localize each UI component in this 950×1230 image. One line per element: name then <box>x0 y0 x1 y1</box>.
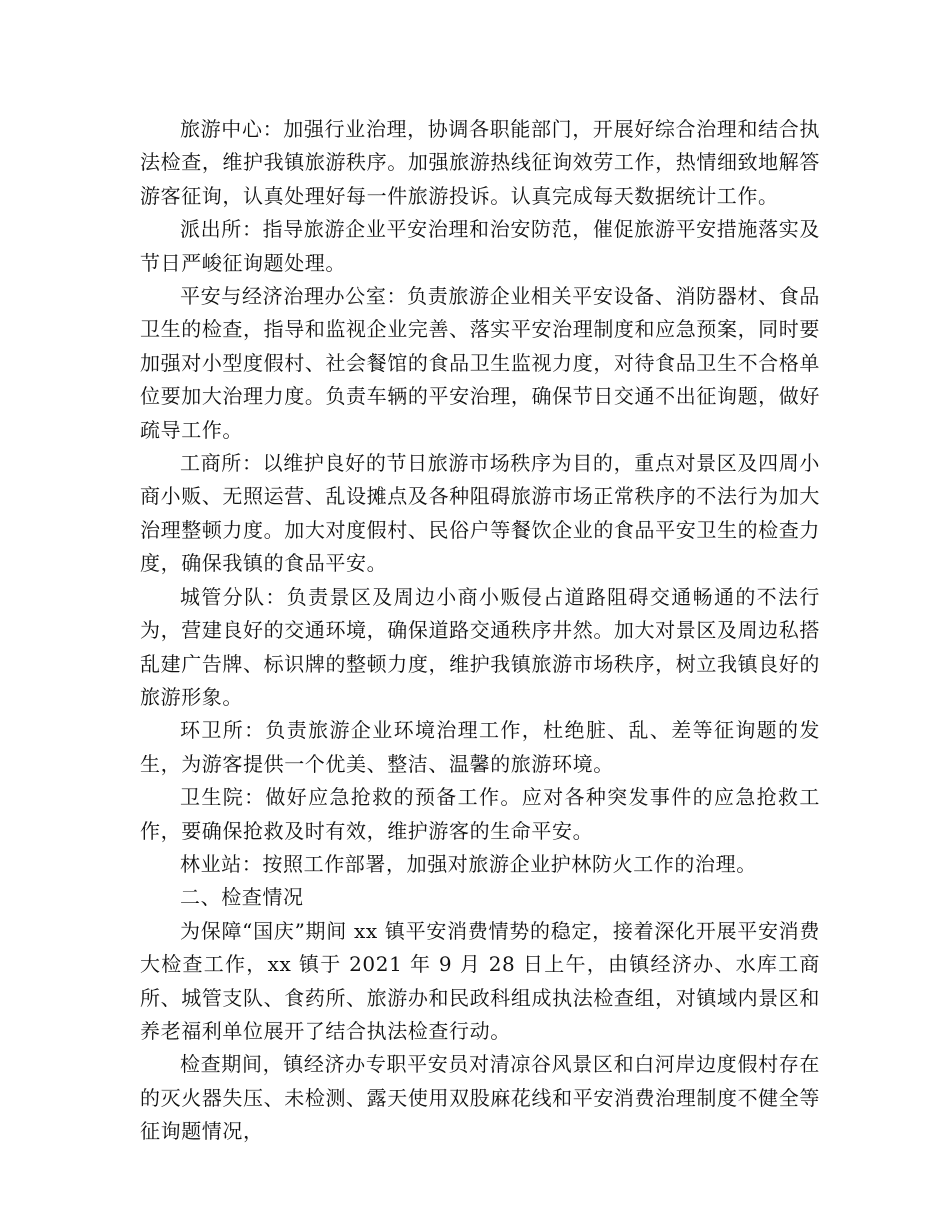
paragraph-inspection-overview: 为保障“国庆”期间 xx 镇平安消费情势的稳定，接着深化开展平安消费大检查工作，xx 镇于 2021 年 9 月 28 日上午，由镇经济办、水库工商所、城管支队、食药所、旅游办和民政科组成执法检查组，对镇域内景区和养老福利单位展开了结合执法检查行动。 <box>140 918 820 1043</box>
document-body <box>140 113 820 1149</box>
paragraph-sanitation: 环卫所：负责旅游企业环境治理工作，杜绝脏、乱、差等征询题的发生，为游客提供一个优美、整洁、温馨的旅游环境。 <box>140 718 820 776</box>
paragraph-urban-management: 城管分队：负责景区及周边小商小贩侵占道路阻碍交通畅通的不法行为，营建良好的交通环境，确保道路交通秩序井然。加大对景区及周边私搭乱建广告牌、标识牌的整顿力度，维护我镇旅游市场秩序，树立我镇良好的旅游形象。 <box>140 584 820 709</box>
paragraph-forestry-station: 林业站：按照工作部署，加强对旅游企业护林防火工作的治理。 <box>180 851 757 876</box>
paragraph-police-station: 派出所：指导旅游企业平安治理和治安防范，催促旅游平安措施落实及节日严峻征询题处理。 <box>140 217 820 275</box>
paragraph-health-center: 卫生院：做好应急抢救的预备工作。应对各种突发事件的应急抢救工作，要确保抢救及时有效，维护游客的生命平安。 <box>140 785 820 843</box>
paragraph-tourism-center: 旅游中心：加强行业治理，协调各职能部门，开展好综合治理和结合执法检查，维护我镇旅游秩序。加强旅游热线征询效劳工作，热情细致地解答游客征询，认真处理好每一件旅游投诉。认真完成每天数据统计工作。 <box>140 117 820 208</box>
paragraph-inspection-findings: 检查期间，镇经济办专职平安员对清凉谷风景区和白河岸边度假村存在的灭火器失压、未检测、露天使用双股麻花线和平安消费治理制度不健全等征询题情况， <box>140 1052 820 1144</box>
paragraph-industry-commerce-office: 工商所：以维护良好的节日旅游市场秩序为目的，重点对景区及四周小商小贩、无照运营、乱设摊点及各种阻碍旅游市场正常秩序的不法行为加大治理整顿力度。加大对度假村、民俗户等餐饮企业的食品平安卫生的检查力度，确保我镇的食品平安。 <box>140 451 820 576</box>
section-heading-inspection: 二、检查情况 <box>180 885 304 910</box>
paragraph-safety-economy-office: 平安与经济治理办公室：负责旅游企业相关平安设备、消防器材、食品卫生的检查，指导和监视企业完善、落实平安治理制度和应急预案，同时要加强对小型度假村、社会餐馆的食品卫生监视力度，对待食品卫生不合格单位要加大治理力度。负责车辆的平安治理，确保节日交通不出征询题，做好疏导工作。 <box>140 284 820 442</box>
